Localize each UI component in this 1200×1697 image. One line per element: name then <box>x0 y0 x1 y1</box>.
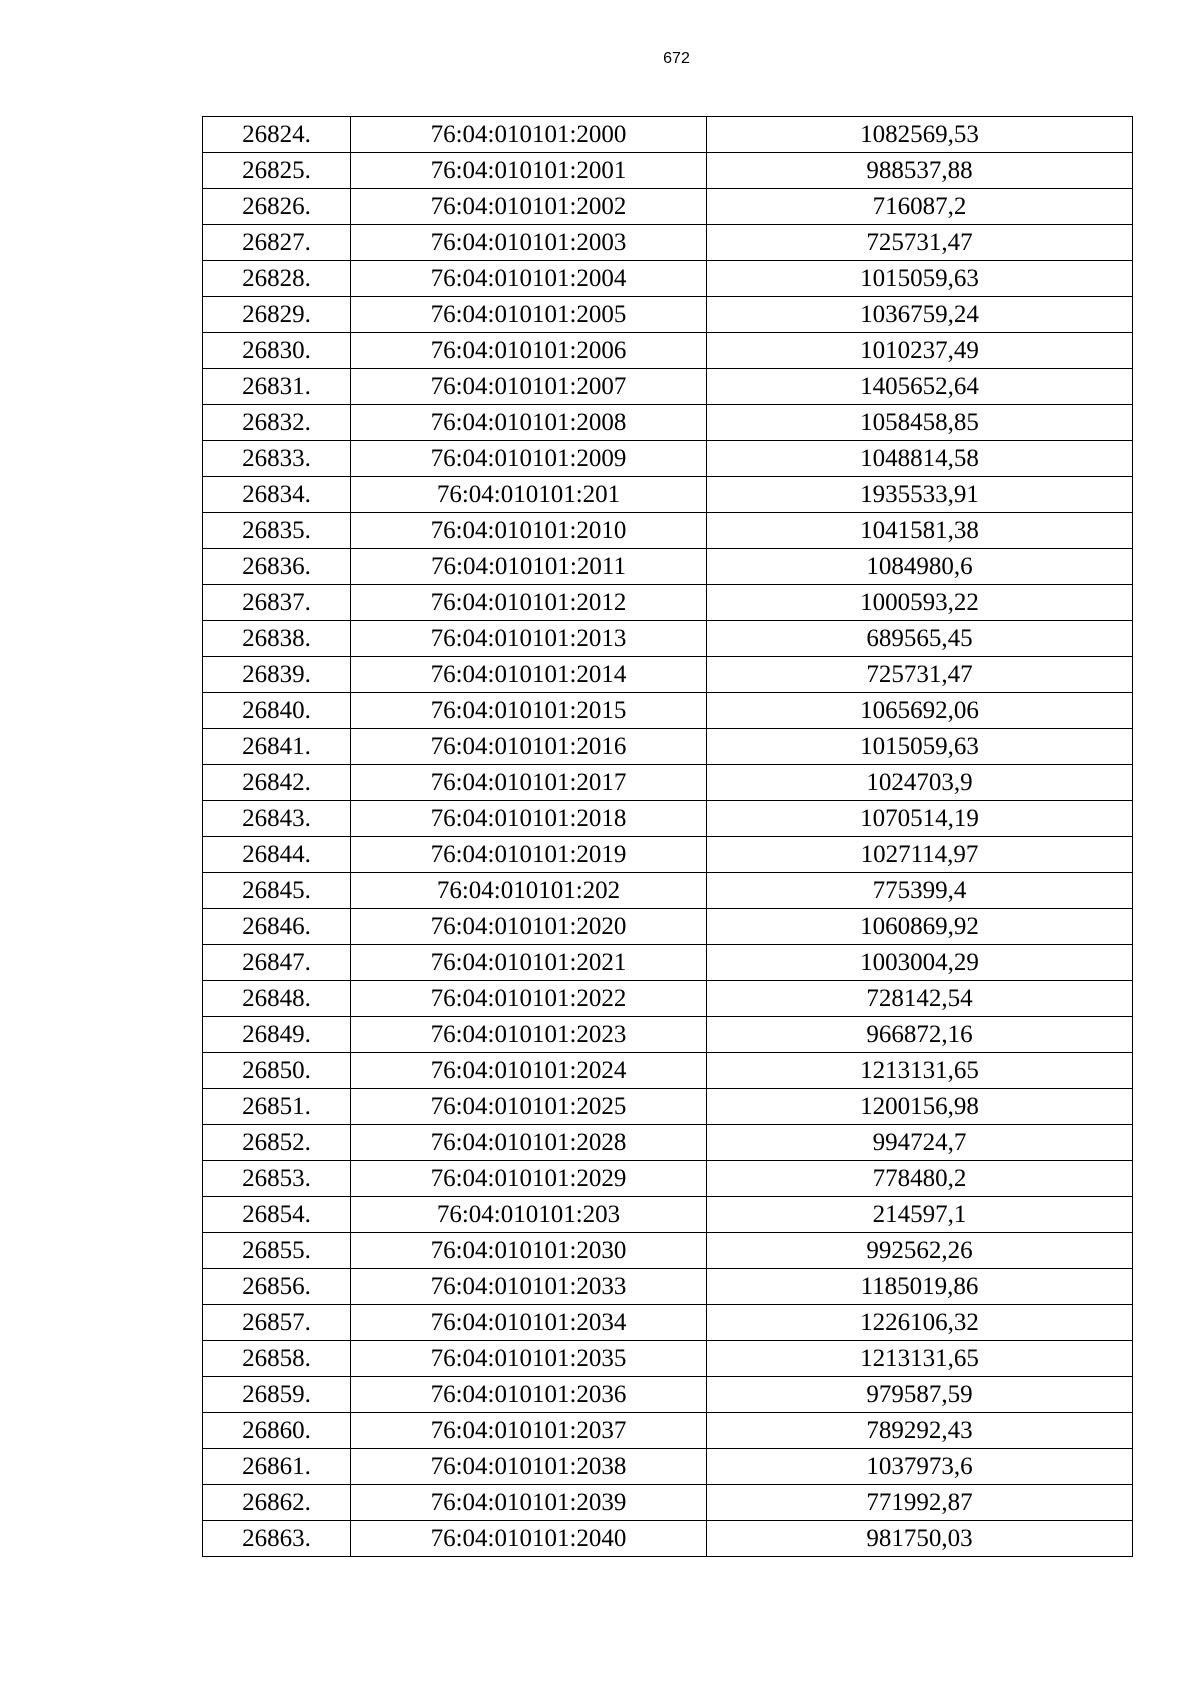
cadastral-number-cell: 76:04:010101:203 <box>351 1197 707 1233</box>
table-row <box>203 693 1133 729</box>
cadastral-value-cell: 1226106,32 <box>707 1305 1133 1341</box>
cadastral-value-cell: 775399,4 <box>707 873 1133 909</box>
row-number-cell: 26839. <box>203 657 351 693</box>
cadastral-value-cell: 1036759,24 <box>707 297 1133 333</box>
cadastral-number-cell: 76:04:010101:2010 <box>351 513 707 549</box>
cadastral-number-cell: 76:04:010101:2011 <box>351 549 707 585</box>
cadastral-value-cell: 1935533,91 <box>707 477 1133 513</box>
cadastral-value-cell: 1070514,19 <box>707 801 1133 837</box>
cadastral-value-cell: 1048814,58 <box>707 441 1133 477</box>
cadastral-value-cell: 1065692,06 <box>707 693 1133 729</box>
cadastral-value-cell: 214597,1 <box>707 1197 1133 1233</box>
cadastral-value-cell: 1024703,9 <box>707 765 1133 801</box>
table-row <box>203 1521 1133 1557</box>
row-number-cell: 26835. <box>203 513 351 549</box>
row-number-cell: 26850. <box>203 1053 351 1089</box>
cadastral-number-cell: 76:04:010101:2024 <box>351 1053 707 1089</box>
cadastral-value-cell: 1015059,63 <box>707 729 1133 765</box>
cadastral-value-cell: 1185019,86 <box>707 1269 1133 1305</box>
row-number-cell: 26834. <box>203 477 351 513</box>
row-number-cell: 26833. <box>203 441 351 477</box>
cadastral-number-cell: 76:04:010101:2001 <box>351 153 707 189</box>
row-number-cell: 26863. <box>203 1521 351 1557</box>
cadastral-value-cell: 1213131,65 <box>707 1053 1133 1089</box>
row-number-cell: 26861. <box>203 1449 351 1485</box>
cadastral-number-cell: 76:04:010101:2002 <box>351 189 707 225</box>
cadastral-number-cell: 76:04:010101:2023 <box>351 1017 707 1053</box>
row-number-cell: 26846. <box>203 909 351 945</box>
table-row <box>203 765 1133 801</box>
table-row <box>203 1161 1133 1197</box>
cadastral-number-cell: 76:04:010101:2006 <box>351 333 707 369</box>
cadastral-number-cell: 76:04:010101:202 <box>351 873 707 909</box>
row-number-cell: 26841. <box>203 729 351 765</box>
table-row <box>203 945 1133 981</box>
row-number-cell: 26857. <box>203 1305 351 1341</box>
cadastral-value-cell: 1058458,85 <box>707 405 1133 441</box>
cadastral-number-cell: 76:04:010101:2038 <box>351 1449 707 1485</box>
cadastral-number-cell: 76:04:010101:2035 <box>351 1341 707 1377</box>
cadastral-value-cell: 992562,26 <box>707 1233 1133 1269</box>
table-row <box>203 549 1133 585</box>
row-number-cell: 26848. <box>203 981 351 1017</box>
row-number-cell: 26844. <box>203 837 351 873</box>
cadastral-value-cell: 1027114,97 <box>707 837 1133 873</box>
cadastral-value-cell: 1037973,6 <box>707 1449 1133 1485</box>
cadastral-value-cell: 716087,2 <box>707 189 1133 225</box>
table-row <box>203 1485 1133 1521</box>
cadastral-number-cell: 76:04:010101:2028 <box>351 1125 707 1161</box>
cadastral-number-cell: 76:04:010101:2004 <box>351 261 707 297</box>
cadastral-number-cell: 76:04:010101:201 <box>351 477 707 513</box>
row-number-cell: 26847. <box>203 945 351 981</box>
row-number-cell: 26825. <box>203 153 351 189</box>
cadastral-value-cell: 994724,7 <box>707 1125 1133 1161</box>
cadastral-number-cell: 76:04:010101:2039 <box>351 1485 707 1521</box>
table-row <box>203 477 1133 513</box>
cadastral-number-cell: 76:04:010101:2003 <box>351 225 707 261</box>
cadastral-value-cell: 981750,03 <box>707 1521 1133 1557</box>
table-row <box>203 441 1133 477</box>
table-row <box>203 405 1133 441</box>
table-row <box>203 1017 1133 1053</box>
row-number-cell: 26828. <box>203 261 351 297</box>
row-number-cell: 26845. <box>203 873 351 909</box>
table-row <box>203 189 1133 225</box>
cadastral-value-cell: 1041581,38 <box>707 513 1133 549</box>
cadastral-number-cell: 76:04:010101:2009 <box>351 441 707 477</box>
cadastral-number-cell: 76:04:010101:2014 <box>351 657 707 693</box>
page-number: 672 <box>663 50 690 67</box>
row-number-cell: 26855. <box>203 1233 351 1269</box>
row-number-cell: 26842. <box>203 765 351 801</box>
table-row <box>203 1125 1133 1161</box>
cadastral-value-cell: 778480,2 <box>707 1161 1133 1197</box>
table-row <box>203 117 1133 153</box>
cadastral-number-cell: 76:04:010101:2036 <box>351 1377 707 1413</box>
cadastral-value-cell: 1015059,63 <box>707 261 1133 297</box>
cadastral-number-cell: 76:04:010101:2019 <box>351 837 707 873</box>
cadastral-number-cell: 76:04:010101:2040 <box>351 1521 707 1557</box>
table-row <box>203 801 1133 837</box>
table-row <box>203 1449 1133 1485</box>
cadastral-value-table <box>202 116 1133 1557</box>
row-number-cell: 26829. <box>203 297 351 333</box>
cadastral-value-cell: 1084980,6 <box>707 549 1133 585</box>
cadastral-number-cell: 76:04:010101:2029 <box>351 1161 707 1197</box>
cadastral-number-cell: 76:04:010101:2008 <box>351 405 707 441</box>
row-number-cell: 26852. <box>203 1125 351 1161</box>
row-number-cell: 26831. <box>203 369 351 405</box>
cadastral-value-cell: 1213131,65 <box>707 1341 1133 1377</box>
row-number-cell: 26859. <box>203 1377 351 1413</box>
table-row <box>203 369 1133 405</box>
table-row <box>203 1269 1133 1305</box>
row-number-cell: 26858. <box>203 1341 351 1377</box>
table-body <box>203 117 1133 1557</box>
table-row <box>203 1089 1133 1125</box>
table-row <box>203 657 1133 693</box>
cadastral-number-cell: 76:04:010101:2016 <box>351 729 707 765</box>
cadastral-value-cell: 725731,47 <box>707 657 1133 693</box>
table-row <box>203 153 1133 189</box>
table-row <box>203 225 1133 261</box>
table-row <box>203 1197 1133 1233</box>
cadastral-value-cell: 1003004,29 <box>707 945 1133 981</box>
row-number-cell: 26854. <box>203 1197 351 1233</box>
cadastral-value-cell: 979587,59 <box>707 1377 1133 1413</box>
table-row <box>203 909 1133 945</box>
row-number-cell: 26827. <box>203 225 351 261</box>
row-number-cell: 26838. <box>203 621 351 657</box>
table-row <box>203 873 1133 909</box>
row-number-cell: 26824. <box>203 117 351 153</box>
row-number-cell: 26856. <box>203 1269 351 1305</box>
cadastral-number-cell: 76:04:010101:2020 <box>351 909 707 945</box>
row-number-cell: 26826. <box>203 189 351 225</box>
cadastral-number-cell: 76:04:010101:2005 <box>351 297 707 333</box>
cadastral-number-cell: 76:04:010101:2013 <box>351 621 707 657</box>
cadastral-value-cell: 1405652,64 <box>707 369 1133 405</box>
cadastral-value-cell: 1060869,92 <box>707 909 1133 945</box>
cadastral-number-cell: 76:04:010101:2017 <box>351 765 707 801</box>
cadastral-value-cell: 725731,47 <box>707 225 1133 261</box>
cadastral-number-cell: 76:04:010101:2034 <box>351 1305 707 1341</box>
cadastral-value-cell: 1082569,53 <box>707 117 1133 153</box>
cadastral-number-cell: 76:04:010101:2022 <box>351 981 707 1017</box>
cadastral-number-cell: 76:04:010101:2015 <box>351 693 707 729</box>
cadastral-number-cell: 76:04:010101:2030 <box>351 1233 707 1269</box>
cadastral-number-cell: 76:04:010101:2033 <box>351 1269 707 1305</box>
table-row <box>203 513 1133 549</box>
cadastral-value-cell: 1000593,22 <box>707 585 1133 621</box>
row-number-cell: 26836. <box>203 549 351 585</box>
table-row <box>203 1413 1133 1449</box>
table-row <box>203 1233 1133 1269</box>
cadastral-number-cell: 76:04:010101:2037 <box>351 1413 707 1449</box>
row-number-cell: 26843. <box>203 801 351 837</box>
cadastral-value-cell: 771992,87 <box>707 1485 1133 1521</box>
table-row <box>203 837 1133 873</box>
table-row <box>203 981 1133 1017</box>
cadastral-value-cell: 988537,88 <box>707 153 1133 189</box>
row-number-cell: 26837. <box>203 585 351 621</box>
row-number-cell: 26851. <box>203 1089 351 1125</box>
cadastral-value-cell: 728142,54 <box>707 981 1133 1017</box>
cadastral-value-cell: 1010237,49 <box>707 333 1133 369</box>
row-number-cell: 26853. <box>203 1161 351 1197</box>
row-number-cell: 26849. <box>203 1017 351 1053</box>
cadastral-number-cell: 76:04:010101:2021 <box>351 945 707 981</box>
row-number-cell: 26840. <box>203 693 351 729</box>
row-number-cell: 26860. <box>203 1413 351 1449</box>
row-number-cell: 26862. <box>203 1485 351 1521</box>
row-number-cell: 26830. <box>203 333 351 369</box>
cadastral-value-cell: 789292,43 <box>707 1413 1133 1449</box>
cadastral-value-cell: 689565,45 <box>707 621 1133 657</box>
cadastral-number-cell: 76:04:010101:2007 <box>351 369 707 405</box>
cadastral-number-cell: 76:04:010101:2000 <box>351 117 707 153</box>
cadastral-number-cell: 76:04:010101:2025 <box>351 1089 707 1125</box>
table-row <box>203 1305 1133 1341</box>
table-row <box>203 585 1133 621</box>
table-row <box>203 333 1133 369</box>
table-row <box>203 729 1133 765</box>
table-row <box>203 1053 1133 1089</box>
table-row <box>203 297 1133 333</box>
table-row <box>203 1341 1133 1377</box>
cadastral-value-cell: 966872,16 <box>707 1017 1133 1053</box>
table-row <box>203 621 1133 657</box>
table-row <box>203 261 1133 297</box>
table-row <box>203 1377 1133 1413</box>
row-number-cell: 26832. <box>203 405 351 441</box>
cadastral-value-cell: 1200156,98 <box>707 1089 1133 1125</box>
cadastral-number-cell: 76:04:010101:2018 <box>351 801 707 837</box>
cadastral-number-cell: 76:04:010101:2012 <box>351 585 707 621</box>
